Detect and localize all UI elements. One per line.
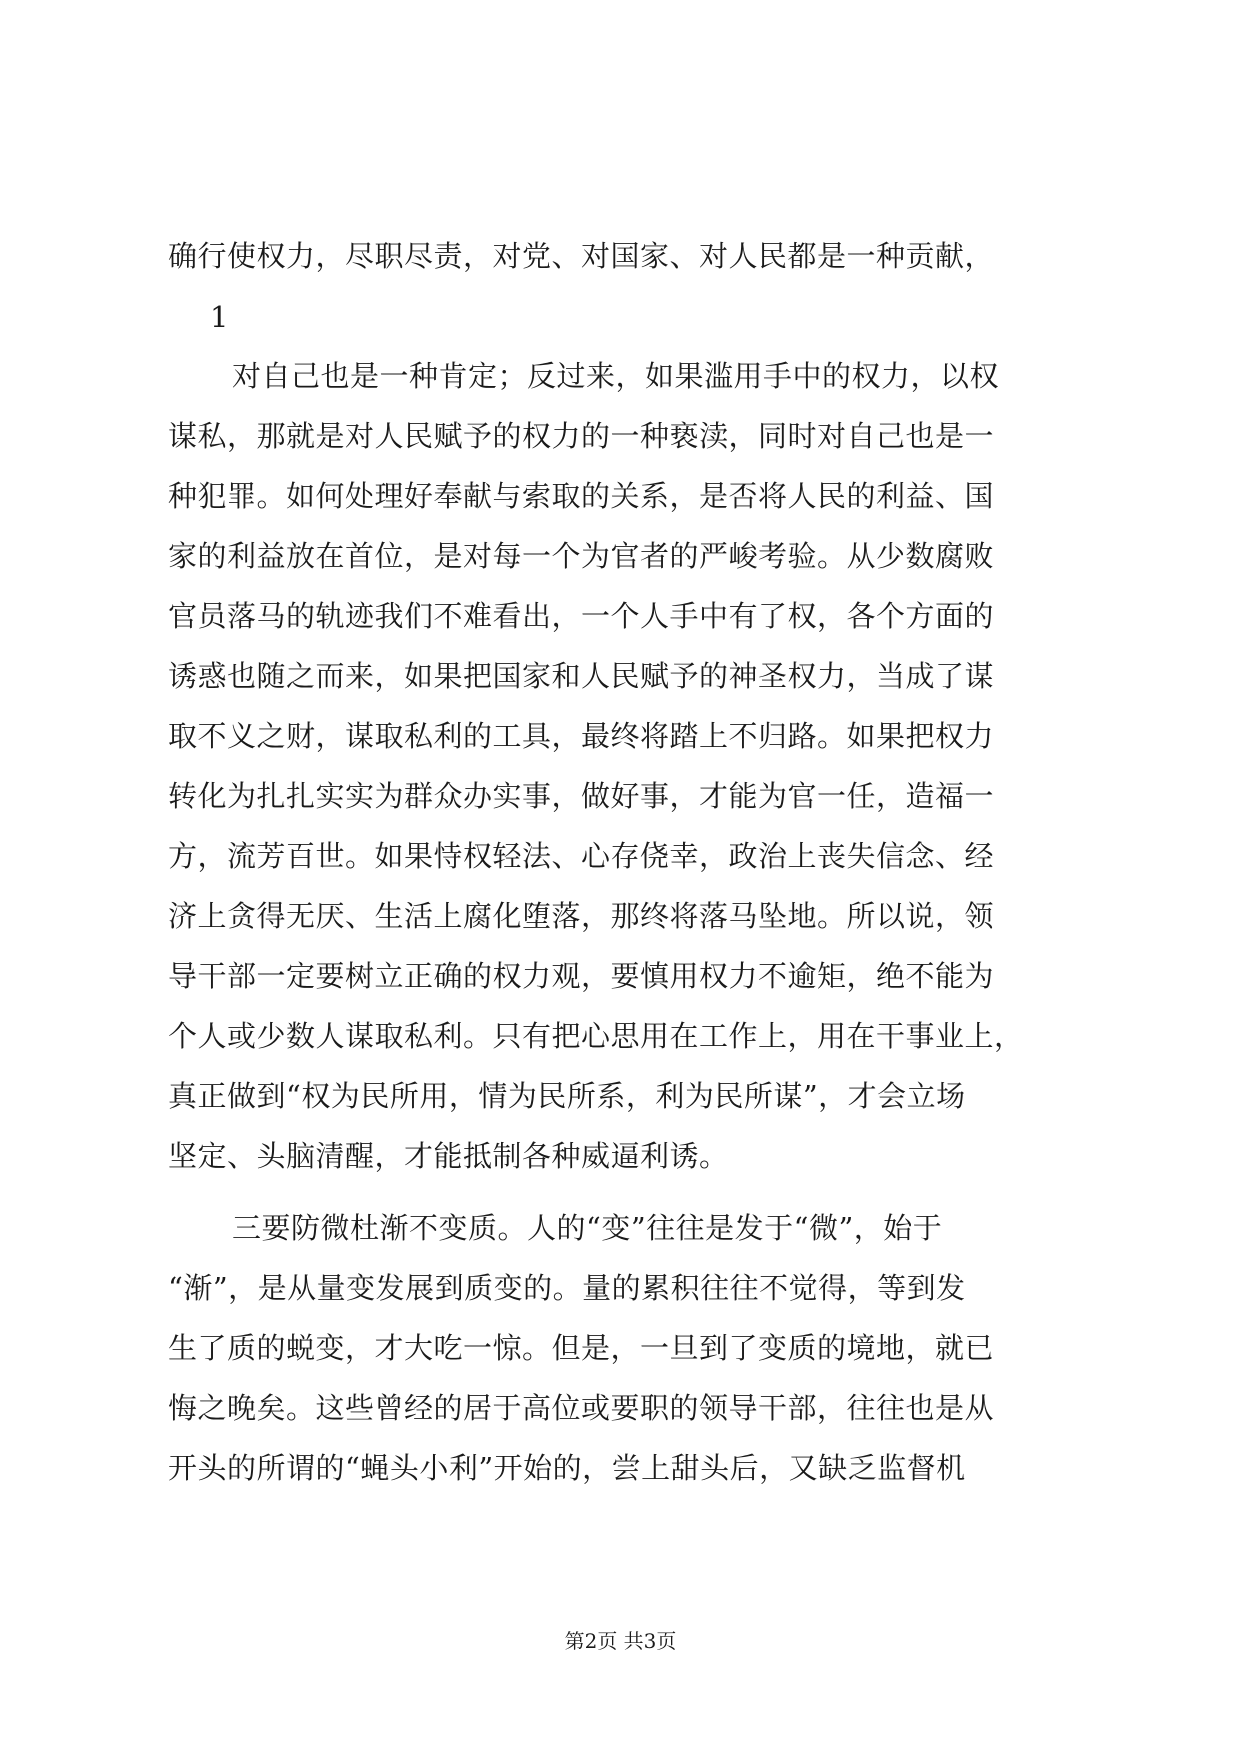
text-line: 方，流芳百世。如果恃权轻法、心存侥幸，政治上丧失信念、经 [168,839,995,873]
text-line: 三要防微杜渐不变质。人的“变”往往是发于“微”，始于 [232,1211,943,1245]
text-line: 个人或少数人谋取私利。只有把心思用在工作上，用在干事业上， [168,1019,1024,1053]
text-line: 悔之晚矣。这些曾经的居于高位或要职的领导干部，往往也是从 [168,1391,995,1425]
text-line: 坚定、头脑清醒，才能抵制各种威逼利诱。 [168,1139,729,1173]
text-line: 对自己也是一种肯定；反过来，如果滥用手中的权力，以权 [232,359,1000,393]
text-line: 种犯罪。如何处理好奉献与索取的关系，是否将人民的利益、国 [168,479,995,513]
text-line: 取不义之财，谋取私利的工具，最终将踏上不归路。如果把权力 [168,719,995,753]
text-line: 转化为扎扎实实为群众办实事，做好事，才能为官一任，造福一 [168,779,995,813]
text-line: 确行使权力，尽职尽责，对党、对国家、对人民都是一种贡献， [168,239,995,273]
text-line: 开头的所谓的“蝇头小利”开始的，尝上甜头后，又缺乏监督机 [168,1451,966,1485]
text-line: 官员落马的轨迹我们不难看出，一个人手中有了权，各个方面的 [168,599,995,633]
page-footer: 第2页 共3页 [564,1629,677,1653]
text-line: “渐”，是从量变发展到质变的。量的累积往往不觉得，等到发 [168,1271,966,1305]
text-line: 济上贪得无厌、生活上腐化堕落，那终将落马坠地。所以说，领 [168,899,995,933]
text-line: 谋私，那就是对人民赋予的权力的一种亵渎，同时对自己也是一 [168,419,995,453]
text-line: 导干部一定要树立正确的权力观，要慎用权力不逾矩，绝不能为 [168,959,995,993]
text-line: 诱惑也随之而来，如果把国家和人民赋予的神圣权力，当成了谋 [168,659,995,693]
text-line: 生了质的蜕变，才大吃一惊。但是，一旦到了变质的境地，就已 [168,1331,995,1365]
text-line: 1 [210,300,229,334]
text-line: 真正做到“权为民所用，情为民所系，利为民所谋”，才会立场 [168,1079,966,1113]
text-line: 家的利益放在首位，是对每一个为官者的严峻考验。从少数腐败 [168,539,995,573]
